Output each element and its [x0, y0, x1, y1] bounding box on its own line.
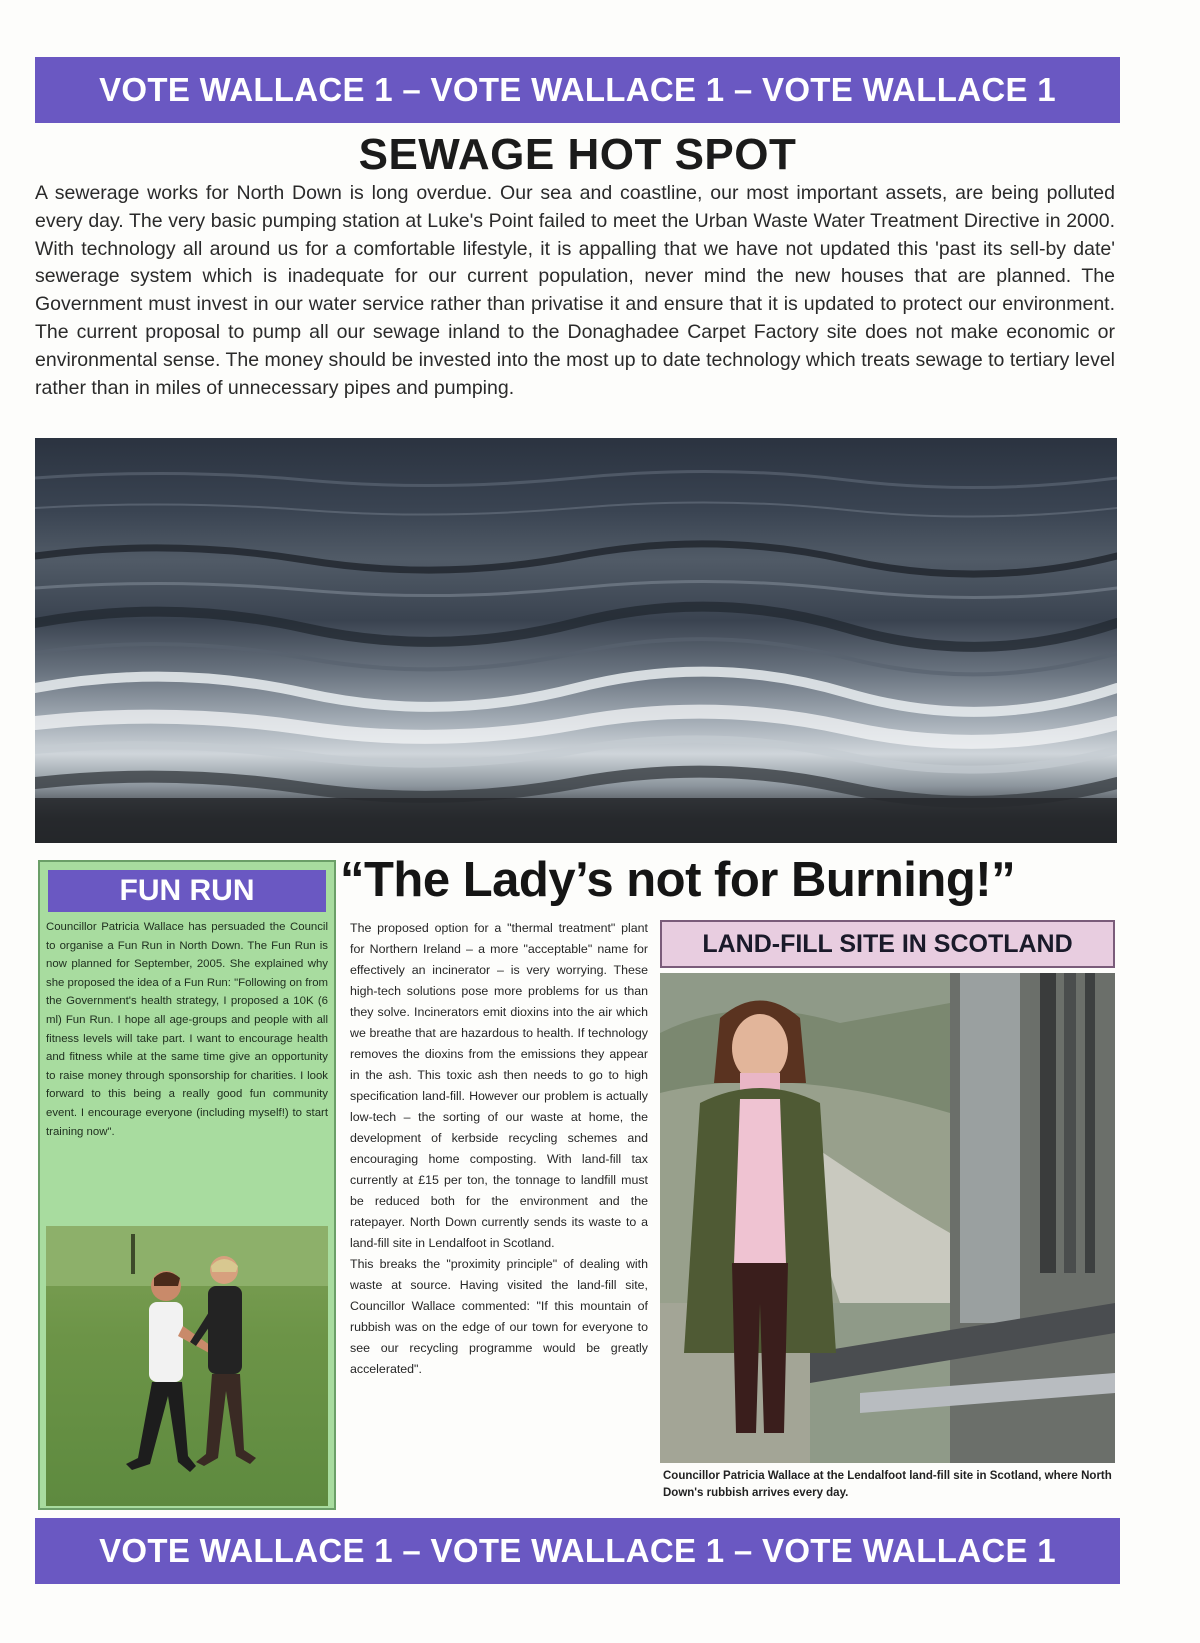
landfill-caption: Councillor Patricia Wallace at the Lendalfoot land-fill site in Scotland, where North Down's rubbish arrives every day. — [663, 1470, 1112, 1499]
fun-run-title: FUN RUN — [48, 870, 326, 912]
sewage-headline: SEWAGE HOT SPOT — [358, 130, 797, 179]
burning-paragraph-2: This breaks the "proximity principle" of dealing with waste at source. Having visited the land-fill site, Councillor Wallace commented: "If this mountain of rubbish was on the edge of our town for everyone to see our recycling programme would be greatly accelerated". — [350, 1257, 648, 1376]
fun-run-text: Councillor Patricia Wallace has persuaded the Council to organise a Fun Run in North Down. The Fun Run is now planned for September, 2005. She explained why she proposed the idea of a Fun Run: "Following on from the Government's health strategy, I proposed a 10K (6 ml) Fun Run. I hope all age-groups and people with all fitness levels will take part. I want to encourage health and fitness while at the same time give an opportunity to raise money through sponsorship for charities. I look forward to this being a really good fun community event. I encourage everyone (including myself!) to start training now". — [46, 921, 329, 1138]
burning-paragraph-1: The proposed option for a "thermal treatment" plant for Northern Ireland – a more "acceptable" name for effectively an incinerator – is very worrying. These high-tech solutions pose more problems for us than they solve. Incinerators emit dioxins into the air which we breathe that are hazardous to health. If technology removes the dioxins from the emissions they appear in the ash. This toxic ash then needs to go to high specification land-fill. However our problem is actually low-tech – the sorting of our waste at home, the development of kerbside recycling schemes and encouraging home composting. With land-fill tax currently at £15 per ton, the tonnage to landfill must be reduced both for the environment and the ratepayer. North Down currently sends its waste to a land-fill site in Lendalfoot in Scotland. — [350, 921, 648, 1250]
burning-headline: “The Lady’s not for Burning!” — [340, 853, 1016, 907]
vote-banner-top: VOTE WALLACE 1 – VOTE WALLACE 1 – VOTE WALLACE 1 — [35, 57, 1120, 123]
sea-photo — [35, 438, 1117, 843]
vote-banner-bottom: VOTE WALLACE 1 – VOTE WALLACE 1 – VOTE WALLACE 1 — [35, 1518, 1120, 1584]
burning-article — [350, 918, 648, 1380]
landfill-photo — [660, 973, 1115, 1463]
fun-run-box — [38, 860, 336, 1510]
sewage-article-text: A sewerage works for North Down is long overdue. Our sea and coastline, our most important assets, are being polluted every day. The very basic pumping station at Luke's Point failed to meet the Urban Waste Water Treatment Directive in 2000. With technology all around us for a comfortable lifestyle, it is appalling that we have not updated this 'past its sell-by date' sewerage system which is inadequate for our current population, never mind the new houses that are planned. The Government must invest in our water service rather than privatise it and ensure that it is updated to protect our environment. The current proposal to pump all our sewage inland to the Donaghadee Carpet Factory site does not make economic or environmental sense. The money should be invested into the most up to date technology which treats sewage to tertiary level rather than in miles of unnecessary pipes and pumping. — [35, 182, 1115, 399]
fun-run-photo — [46, 1226, 328, 1506]
landfill-title: LAND-FILL SITE IN SCOTLAND — [660, 920, 1115, 968]
